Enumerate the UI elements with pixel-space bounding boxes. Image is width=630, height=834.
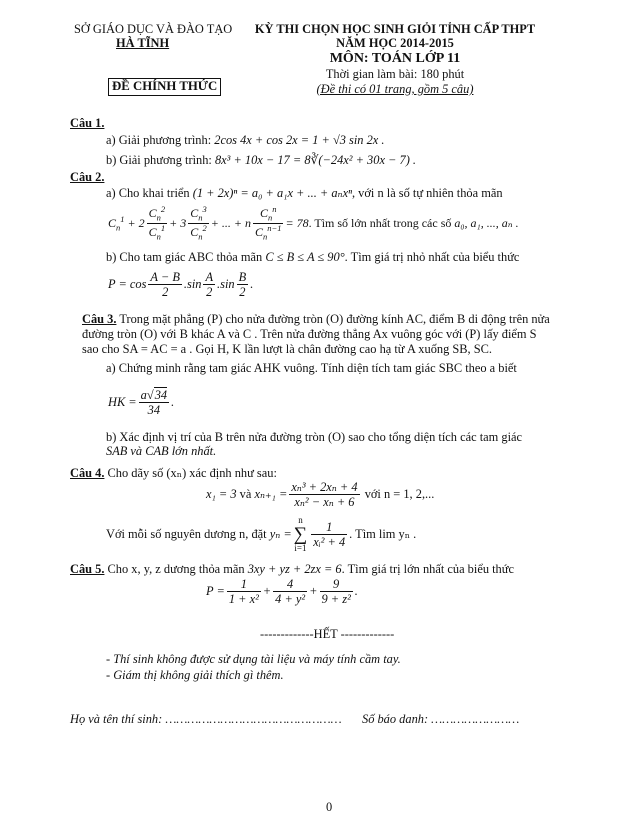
pages-note: (Đề thi có 01 trang, gồm 5 câu) — [316, 82, 474, 96]
question-5-label: Câu 5. — [70, 562, 105, 576]
question-5-intro: Câu 5. Cho x, y, z dương thỏa mãn 3xy + yz + 2zx = 6. Tìm giá trị lớn nhất của biểu thức — [70, 562, 514, 576]
question-3b-line1: b) Xác định vị trí của B trên nửa đường tròn (O) sao cho tổng diện tích các tam giác — [106, 430, 523, 444]
note-no-explanation: - Giám thị không giải thích gì thêm. — [106, 668, 284, 682]
question-3-line3: sao cho SA = AC = a . Gọi H, K lần lượt là chân đường cao hạ từ A xuống SB, SC. — [82, 342, 492, 356]
candidate-name-field: Họ và tên thí sinh: ………………………………………… — [70, 712, 342, 726]
equation: 2cos 4x + cos 2x = 1 + √3 sin 2x . — [214, 133, 385, 147]
question-3-line2: đường tròn (O) với B khác A và C . Trên nửa đường thẳng Ax vuông góc với (P) lấy điểm S — [82, 327, 537, 341]
candidate-number-field: Số báo danh: …………………… — [362, 712, 520, 726]
page-number: 0 — [326, 800, 333, 814]
equation: 8x³ + 10x − 17 = 8∛(−24x² + 30x − 7) . — [214, 153, 417, 167]
question-1-label: Câu 1. — [70, 116, 105, 130]
question-2b-intro: b) Cho tam giác ABC thỏa mãn C ≤ B ≤ A ≤ 90°. Tìm giá trị nhỏ nhất của biểu thức — [106, 250, 520, 264]
binomial-sum-condition: $C_n^1 + 2$ $\frac{C_n^2}{C_n^1}$ + 3 $\frac{C_n^3}{C_n^2}$ + ... + n $\frac{C_n^n}{C_n^{n-1}}$ = 78. Tìm số lớn nhất trong các số a₀, a₁, ..., aₙ . — [108, 204, 519, 242]
department-name: SỞ GIÁO DỤC VÀ ĐÀO TẠO — [74, 22, 233, 36]
sequence-definition: x₁ = 3 và xₙ₊₁ = $\frac{\text{xₙ³ + 2xₙ + 4}}{\text{xₙ² − xₙ + 6}}$ với n = 1, 2,... — [206, 480, 435, 510]
question-2a-intro: a) Cho khai triển (1 + 2x)ⁿ = a₀ + a₁x + ... + aₙxⁿ, với n là số tự nhiên thỏa mãn — [106, 186, 503, 200]
question-4-label: Câu 4. — [70, 466, 105, 480]
question-3-line1: Câu 3. Trong mặt phẳng (P) cho nửa đường tròn (O) đường kính AC, điểm B di động trên nửa — [82, 312, 550, 326]
note-no-materials: - Thí sinh không được sử dụng tài liệu và máy tính cầm tay. — [106, 652, 401, 666]
end-marker: -------------HẾT ------------- — [260, 627, 395, 641]
expression-p-fractions: P = $\frac{1}{\text{1 + x²}}$ + $\frac{4}{\text{4 + y²}}$ + $\frac{9}{\text{9 + z²}}$ . — [206, 577, 358, 607]
question-3-label: Câu 3. — [82, 312, 117, 326]
question-3b-line2: SAB và CAB lớn nhất. — [106, 444, 217, 458]
school-year: NĂM HỌC 2014-2015 — [336, 36, 454, 50]
province-name: HÀ TĨNH — [116, 36, 170, 50]
question-2-label: Câu 2. — [70, 170, 105, 184]
subject-title: MÔN: TOÁN LỚP 11 — [329, 51, 461, 66]
question-3a: a) Chứng minh rằng tam giác AHK vuông. Tính diện tích tam giác SBC theo a biết — [106, 361, 517, 375]
question-4-intro: Câu 4. Cho dãy số (xₙ) xác định như sau: — [70, 466, 277, 480]
exam-duration: Thời gian làm bài: 180 phút — [325, 67, 465, 81]
sum-symbol: n ∑ i=1 — [293, 515, 308, 553]
question-1b: b) Giải phương trình: 8x³ + 10x − 17 = 8∛(−24x² + 30x − 7) . — [106, 153, 417, 167]
official-label: ĐỀ CHÍNH THỨC — [108, 78, 221, 96]
yn-definition: Với mỗi số nguyên dương n, đặt yₙ = n ∑ i=1 $\frac{1}{\text{xᵢ² + 4}}$ . Tìm lim yₙ . — [106, 515, 417, 553]
expression-p-trig: P = cos $\frac{A - B}{2}$ .sin $\frac{A}{2}$ .sin $\frac{B}{2}$ . — [108, 270, 254, 300]
hk-formula: HK = $\frac{a√34}{34}$ . — [108, 388, 175, 418]
question-1a: a) Giải phương trình: 2cos 4x + cos 2x = 1 + √3 sin 2x . — [106, 133, 385, 147]
exam-title: KỲ THI CHỌN HỌC SINH GIỎI TỈNH CẤP THPT — [254, 22, 536, 36]
